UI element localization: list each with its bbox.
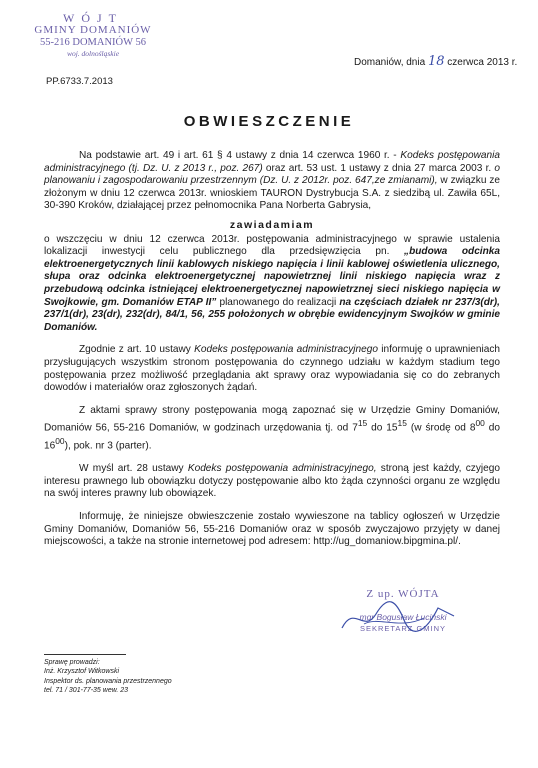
text-run: o wszczęciu w dniu 12 czerwca 2013r. postępowania administracyjnego w sprawie ustalenia lokalizacji inwestycji celu publicznego dla przedsięwzięcia pn. [44, 233, 500, 258]
case-number: PP.6733.7.2013 [46, 76, 113, 87]
text-run-italic: Kodeks postępowania administracyjnego, [187, 463, 377, 475]
paragraph-party [44, 463, 500, 501]
text-run: Z aktami sprawy strony postępowania mogą zapoznać się w Urzędzie Gminy Domaniów, Domaniów 56, 55-216 Domaniów, w godzinach urzędowania tj. od 7 [44, 404, 500, 434]
text-run-bold-italic: „budowa odcinka elektroenergetycznych linii kablowych niskiego napięcia i linii kablowej oświetlenia ulicznego, słupa oraz odcinka elektroenergetycznej napowietrznej linii niskiego napięcia wraz z przebudową odcinka istniejącej elektroenergetycznej napowietrznej sieci niskiego napięcia w Swojkowie, gm. Domaniów ETAP II” [44, 246, 501, 308]
paragraph-rights [44, 344, 500, 394]
text-run: (w środę od 8 [406, 422, 476, 434]
heading-zawiadamiam: zawiadamiam [229, 218, 315, 231]
text-run: planowanego do realizacji [216, 296, 340, 308]
place-date [354, 54, 517, 69]
text-run: do 15 [367, 422, 398, 434]
text-run: informuję o uprawnieniach przysługujących wszystkim stronom postępowania do czynnego udziału w każdym stadium tego postępowania przez możliwość przeglądania akt sprawy oraz wypowiadania się co do zebranych dowodów i materiałów oraz zgłoszonych żądań. [44, 344, 500, 394]
paragraph-access [44, 405, 500, 454]
superscript: 15 [357, 418, 368, 429]
divider [44, 654, 126, 655]
text-run-italic: Kodeks postępowania administracyjnego [194, 344, 378, 356]
signature-on-behalf: Z up. WÓJTA [366, 588, 440, 600]
document-body [44, 150, 500, 549]
prepared-name: Inż. Krzysztof Witkowski [44, 668, 120, 676]
paragraph-legal-basis [44, 150, 500, 213]
superscript: 15 [397, 418, 407, 429]
paragraph-publication: Informuję, że niniejsze obwieszczenie zostało wywieszone na tablicy ogłoszeń w Urzędzie Gminy Domaniów, Domaniów 56, 55-216 Domaniów oraz w sposób zwyczajowo przyjęty w danej miejscowości, a także na stronie internetowej pod adresem: http://ug_domaniow.bipgmina.pl/. [44, 510, 500, 548]
signatory-name: mgr Bogusław Łuciński [359, 612, 447, 622]
text-run: do 16 [44, 422, 500, 452]
text-run: W myśl art. 28 ustawy [79, 463, 188, 475]
text-run: stroną jest każdy, czyjego interesu prawnego lub obowiązku dotyczy postępowanie albo kto żąda czynności organu ze względu na swój interes prawny lub obowiązek. [44, 463, 500, 500]
text-run: oraz art. 53 ust. 1 ustawy z dnia 27 marca 2003 r. [262, 162, 495, 174]
prepared-phone: tel. 71 / 301-77-35 wew. 23 [44, 686, 129, 694]
stamp-line-4: woj. dolnośląskie [66, 49, 120, 58]
text-run-italic: Kodeks postępowania administracyjnego (tj. Dz. U. z 2013 r., poz. 267) [44, 150, 501, 174]
text-run: ), pok. nr 3 (parter). [64, 440, 152, 452]
place-date-suffix: czerwca 2013 r. [447, 57, 518, 68]
signature-block [328, 588, 478, 633]
place-date-prefix: Domaniów, dnia [354, 57, 426, 68]
prepared-label: Sprawę prowadzi: [44, 659, 100, 666]
stamp-line-3: 55-216 DOMANIÓW 56 [40, 37, 146, 48]
text-run-bold-italic: na częściach działek nr 237/3(dr), 237/1(dr), 23(dr), 232(dr), 84/1, 56, 255 położonych w obrębie ewidencyjnym Swojków w gminie Domaniów. [44, 296, 500, 333]
office-stamp [28, 12, 158, 58]
text-run: Na podstawie art. 49 i art. 61 § 4 ustawy z dnia 14 czerwca 1960 r. - [79, 150, 401, 161]
prepared-position: Inspektor ds. planowania przestrzennego [44, 677, 172, 685]
handwritten-day: 18 [427, 54, 445, 69]
text-run: w związku ze złożonym w dniu 12 czerwca 2013r. wnioskiem TAURON Dystrybucja S.A. z siedzibą ul. Zawiła 65L, 30-390 Kroków, działającej przez pełnomocnika Pana Norberta Gabrysia, [44, 175, 500, 212]
text-run-italic: o planowaniu i zagospodarowaniu przestrzennym (Dz. U. z 2012r. poz. 647,ze zmianami), [44, 162, 500, 187]
handwritten-signature [334, 594, 464, 638]
paragraph-notice [44, 234, 500, 335]
document-title: OBWIESZCZENIE [183, 113, 355, 130]
signatory-role: SEKRETARZ GMINY [359, 624, 447, 633]
stamp-line-2: GMINY DOMANIÓW [34, 24, 152, 36]
prepared-by-block [44, 654, 172, 695]
stamp-line-1: WÓJT [63, 11, 123, 25]
text-run: Zgodnie z art. 10 ustawy [79, 344, 195, 356]
superscript: 00 [55, 436, 65, 447]
superscript: 00 [475, 418, 485, 429]
